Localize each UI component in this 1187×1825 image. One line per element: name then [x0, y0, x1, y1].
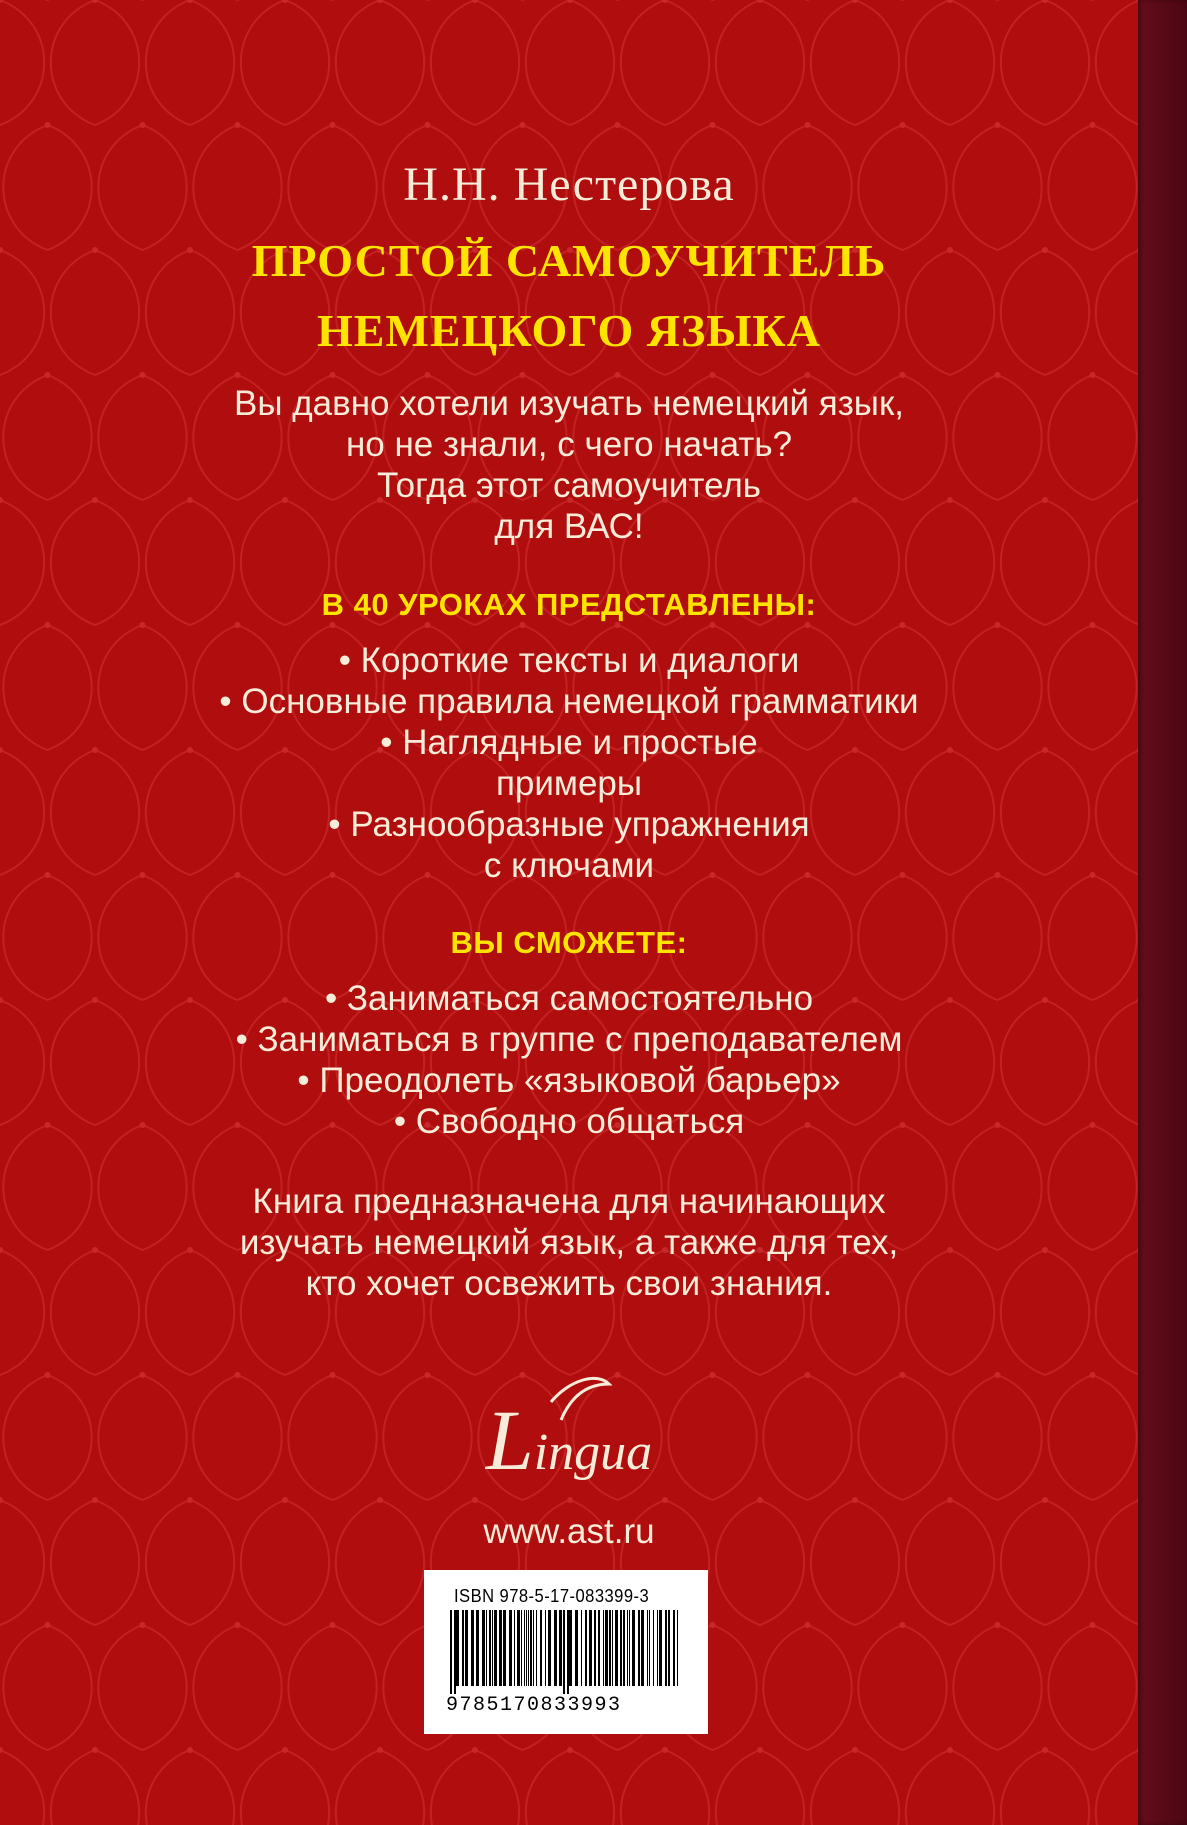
book-title-line-2: НЕМЕЦКОГО ЯЗЫКА [317, 305, 821, 356]
intro-paragraph: Вы давно хотели изучать немецкий язык, но не знали, с чего начать? Тогда этот самоучитель для ВАС! [234, 384, 904, 546]
closing-paragraph: Книга предназначена для начинающих изучать немецкий язык, а также для тех, кто хочет освежить свои знания. [239, 1182, 899, 1303]
list-item: • Свободно общаться [393, 1102, 745, 1141]
logo-wordmark [459, 1362, 679, 1492]
barcode-digits: 9785170833993 [446, 1694, 696, 1717]
isbn-number: ISBN 978-5-17-083399-3 [454, 1586, 650, 1606]
logo-initial: L [485, 1392, 534, 1488]
list-item: • Заниматься в группе с преподавателем [235, 1020, 903, 1059]
book-spine [1138, 0, 1187, 1825]
list-item: • Разнообразные упражнения с ключами [328, 805, 810, 885]
list-item: • Заниматься самостоятельно [324, 979, 814, 1018]
list-item: • Наглядные и простые примеры [380, 723, 758, 803]
book-title-line-1: ПРОСТОЙ САМОУЧИТЕЛЬ [251, 235, 887, 286]
benefits-heading: ВЫ СМОЖЕТЕ: [450, 925, 688, 960]
lingua-logo [459, 1362, 679, 1492]
list-item: • Преодолеть «языковой барьер» [297, 1061, 841, 1100]
barcode-label [424, 1570, 708, 1734]
logo-rest: ingua [533, 1424, 653, 1481]
book-title [0, 226, 1138, 366]
publisher-website[interactable]: www.ast.ru [483, 1512, 655, 1551]
list-item: • Короткие тексты и диалоги [338, 641, 800, 680]
lessons-list [0, 640, 1138, 886]
author-name: Н.Н. Нестерова [403, 158, 735, 211]
lessons-heading: В 40 УРОКАХ ПРЕДСТАВЛЕНЫ: [321, 587, 817, 622]
barcode-icon [448, 1610, 686, 1694]
list-item: • Основные правила немецкой грамматики [219, 682, 919, 721]
benefits-list [0, 978, 1138, 1142]
